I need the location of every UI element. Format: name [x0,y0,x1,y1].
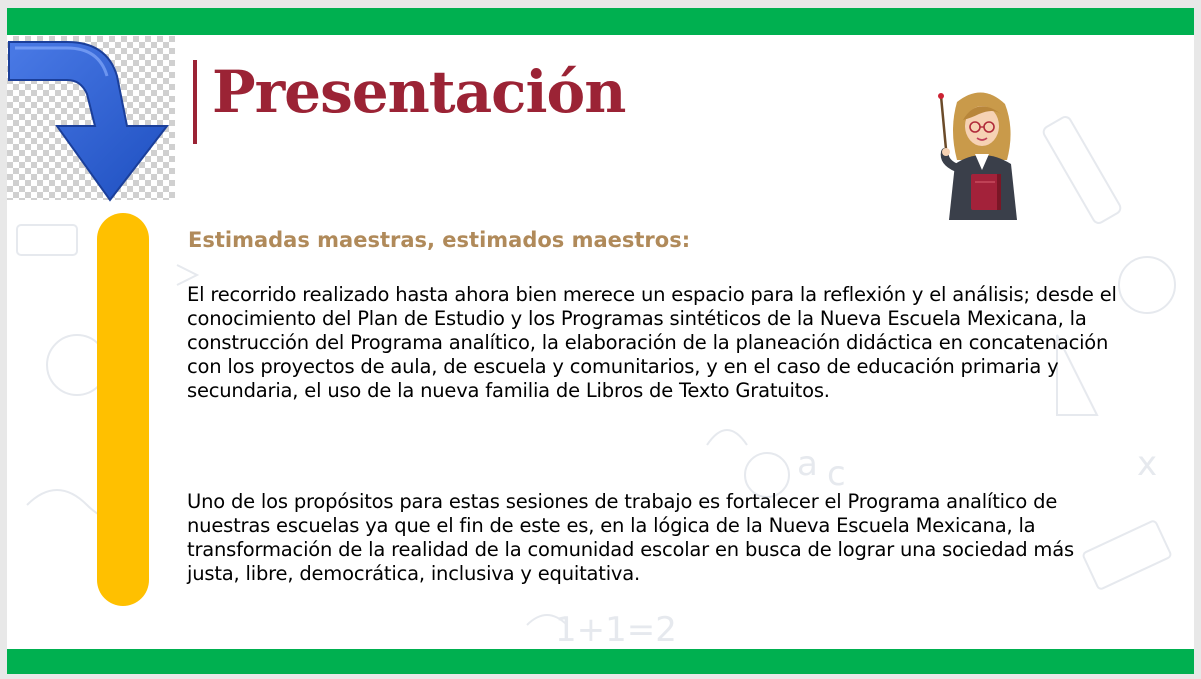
paragraph-purpose: Uno de los propósitos para estas sesiones de trabajo es fortalecer el Programa analítico de nuestras escuelas ya que el fin de este es, en la lógica de la Nueva Escuela Mexicana, la transformación de la realidad de la comunidad escolar en busca de lograr una sociedad más justa, libre, democrática, inclusiva y equitativa. [187,490,1074,585]
svg-text:1+1=2: 1+1=2 [555,610,677,649]
slide [7,8,1194,674]
title-rule [193,60,197,144]
teacher-illustration-icon [927,90,1027,220]
svg-text:c: c [827,454,846,494]
svg-text:x: x [1137,444,1158,484]
page-title: Presentación [212,58,626,126]
greeting-heading: Estimadas maestras, estimados maestros: [188,228,691,252]
top-green-band [7,8,1194,35]
yellow-accent-bar [97,213,149,606]
svg-text:a: a [797,444,818,484]
bottom-green-band [7,649,1194,674]
paragraph-intro: El recorrido realizado hasta ahora bien merece un espacio para la reflexión y el análisis; desde el conocimiento del Plan de Estudio y los Programas sintéticos de la Nueva Escuela Mexicana, la construcción del Programa analítico, la elaboración de la planeación didáctica en concatenación con los proyectos de aula, de escuela y comunitarios, y en el caso de educación primaria y secundaria, el uso de la nueva familia de Libros de Texto Gratuitos. [187,283,1117,402]
curved-arrow-down-icon [7,36,177,206]
